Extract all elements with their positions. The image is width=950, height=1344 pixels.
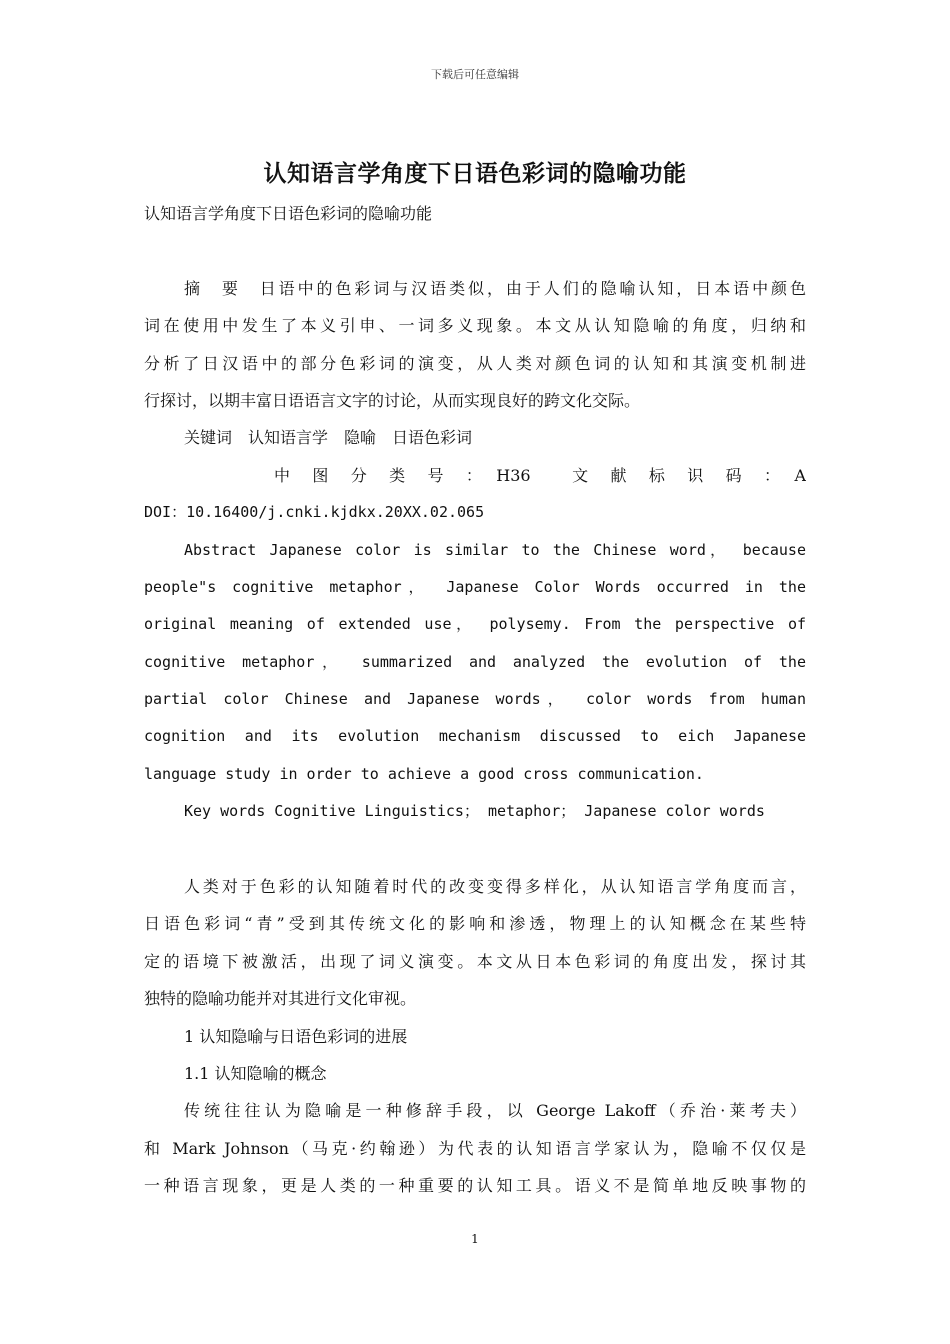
document-body bbox=[144, 195, 806, 1205]
abstract-cn-line: 分析了日汉语中的部分色彩词的演变，从人类对颜色词的认知和其演变机制进 bbox=[144, 353, 806, 373]
subsection-heading: 1.1 认知隐喻的概念 bbox=[184, 1063, 327, 1083]
abstract-en-line: original meaning of extended use， polysemy. From the perspective of bbox=[144, 615, 806, 634]
keywords-cn: 关键词 认知语言学 隐喻 日语色彩词 bbox=[184, 428, 473, 448]
abstract-en-line: cognition and its evolution mechanism discussed to eich Japanese bbox=[144, 727, 806, 746]
doi-line: DOI：10.16400/j.cnki.kjdkx.20XX.02.065 bbox=[144, 503, 485, 522]
abstract-en-line: language study in order to achieve a good cross communication. bbox=[144, 764, 704, 783]
abstract-en-line: people"s cognitive metaphor， Japanese Color Words occurred in the bbox=[144, 577, 806, 596]
abstract-cn-line: 摘 要 日语中的色彩词与汉语类似，由于人们的隐喻认知，日本语中颜色 bbox=[184, 278, 806, 298]
spacer bbox=[144, 232, 806, 269]
abstract-en-line: cognitive metaphor， summarized and analyzed the evolution of the bbox=[144, 652, 806, 671]
intro-line: 独特的隐喻功能并对其进行文化审视。 bbox=[144, 989, 417, 1009]
intro-line: 定的语境下被激活，出现了词义演变。本文从日本色彩词的角度出发，探讨其 bbox=[144, 951, 806, 971]
abstract-cn-line: 行探讨，以期丰富日语语言文字的讨论，从而实现良好的跨文化交际。 bbox=[144, 390, 641, 410]
page-number: 1 bbox=[471, 1232, 479, 1246]
header-note: 下载后可任意编辑 bbox=[431, 68, 519, 81]
body-line: 和 Mark Johnson（马克·约翰逊）为代表的认知语言学家认为，隐喻不仅仅是 bbox=[144, 1138, 806, 1158]
abstract-cn-line: 词在使用中发生了本义引申、一词多义现象。本文从认知隐喻的角度，归纳和 bbox=[144, 316, 806, 336]
abstract-en-line: partial color Chinese and Japanese words， color words from human bbox=[144, 690, 806, 709]
spacer bbox=[144, 831, 806, 868]
keywords-en: Key words Cognitive Linguistics； metaphor； Japanese color words bbox=[184, 802, 765, 821]
abstract-en-line: Abstract Japanese color is similar to the Chinese word， because bbox=[184, 540, 806, 559]
intro-line: 日语色彩词“青”受到其传统文化的影响和渗透，物理上的认知概念在某些特 bbox=[144, 914, 806, 934]
body-line: 传统往往认为隐喻是一种修辞手段，以 George Lakoff（乔治·莱考夫） bbox=[184, 1101, 806, 1121]
intro-line: 人类对于色彩的认知随着时代的改变变得多样化，从认知语言学角度而言， bbox=[184, 877, 806, 897]
document-title: 认知语言学角度下日语色彩词的隐喻功能 bbox=[263, 160, 687, 187]
subtitle: 认知语言学角度下日语色彩词的隐喻功能 bbox=[144, 204, 433, 223]
classification-line: 中 图 分 类 号 ： H36 文 献 标 识 码 ： A bbox=[274, 465, 806, 485]
body-line: 一种语言现象，更是人类的一种重要的认知工具。语义不是简单地反映事物的 bbox=[144, 1176, 806, 1196]
section-heading: 1 认知隐喻与日语色彩词的进展 bbox=[184, 1026, 408, 1046]
